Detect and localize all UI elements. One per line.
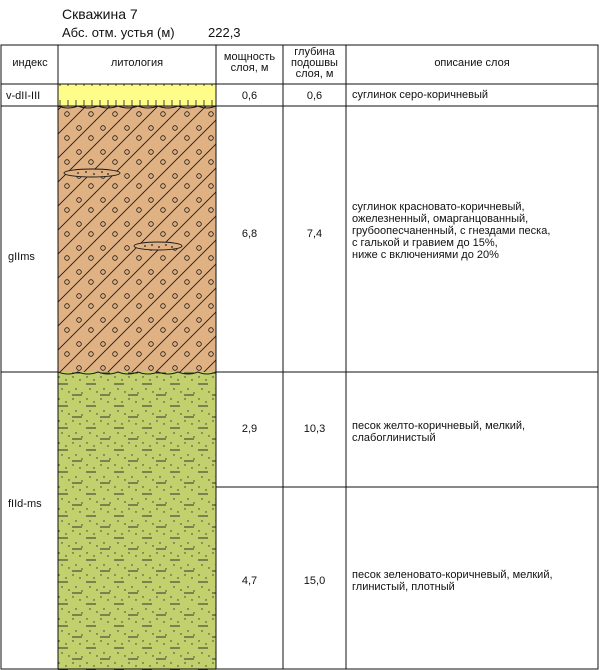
depth-cell: 15,0: [303, 575, 326, 587]
thickness-cell: 4,7: [241, 575, 258, 587]
header-depth: глубина подошвы слоя, м: [291, 46, 338, 80]
well-title: Скважина 7: [62, 6, 138, 22]
depth-cell: 10,3: [303, 423, 326, 435]
index-cell: fIId-ms: [8, 498, 42, 510]
description-cell: суглинок серо-коричневый: [352, 89, 489, 101]
depth-cell: 7,4: [306, 228, 323, 240]
header-thickness: мощность слоя, м: [223, 51, 276, 74]
index-cell: gIIms: [8, 251, 35, 263]
lithology-layer-2: [58, 106, 216, 372]
header-lithology: литология: [110, 57, 164, 69]
description-cell: суглинок красновато-коричневый, ожелезненный, омарганцованный, грубоопесчаненный, с гнездами песка, с галькой и гравием до 15%, ниже с включениями до 20%: [352, 201, 551, 261]
elevation-value: 222,3: [208, 25, 241, 40]
description-cell: песок зеленовато-коричневый, мелкий, глинистый, плотный: [352, 569, 553, 593]
thickness-cell: 0,6: [241, 90, 258, 102]
thickness-cell: 6,8: [241, 228, 258, 240]
sand-lens-inclusion: [134, 242, 182, 250]
lithology-layer-1: [58, 84, 216, 106]
lithology-layer-3-4: [58, 372, 216, 670]
index-cell: v-dII-III: [6, 90, 41, 102]
header-index: индекс: [12, 57, 48, 69]
thickness-cell: 2,9: [241, 423, 258, 435]
header-description: описание слоя: [434, 57, 510, 69]
description-cell: песок желто-коричневый, мелкий, слабоглинистый: [352, 420, 526, 444]
depth-cell: 0,6: [306, 90, 323, 102]
sand-lens-inclusion: [64, 169, 120, 177]
elevation-label: Абс. отм. устья (м): [62, 25, 175, 40]
